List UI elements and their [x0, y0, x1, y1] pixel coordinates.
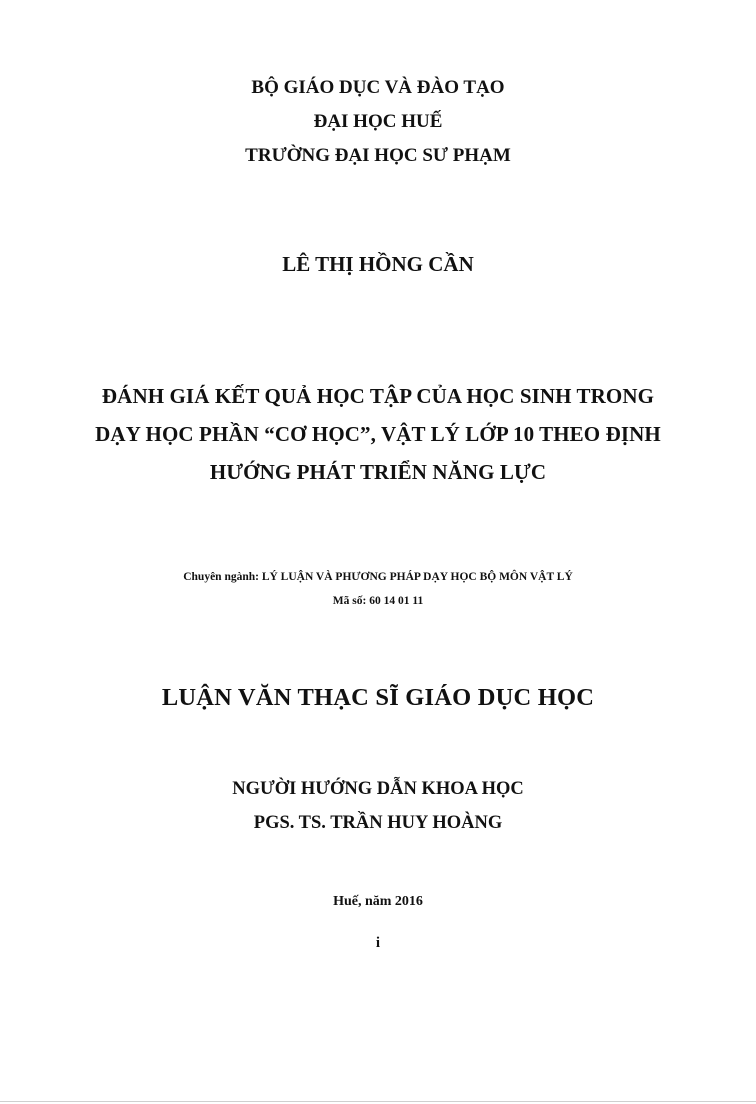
program-code: Mã số: 60 14 01 11 [332, 595, 424, 607]
thesis-title-line-3: HƯỚNG PHÁT TRIỂN NĂNG LỰC [209, 460, 547, 484]
advisor-name: PGS. TS. TRẦN HUY HOÀNG [253, 813, 503, 833]
university-heading: ĐẠI HỌC HUẾ [313, 111, 443, 132]
school-heading: TRƯỜNG ĐẠI HỌC SƯ PHẠM [245, 145, 511, 166]
thesis-title-line-1: ĐÁNH GIÁ KẾT QUẢ HỌC TẬP CỦA HỌC SINH TRONG [101, 384, 655, 408]
advisor-label: NGƯỜI HƯỚNG DẪN KHOA HỌC [232, 779, 524, 799]
thesis-title-line-2: DẠY HỌC PHẦN “CƠ HỌC”, VẬT LÝ LỚP 10 THEO ĐỊNH [95, 422, 661, 446]
page-number: i [375, 935, 381, 951]
specialization: Chuyên ngành: LÝ LUẬN VÀ PHƯƠNG PHÁP DẠY HỌC BỘ MÔN VẬT LÝ [183, 571, 573, 583]
thesis-type: LUẬN VĂN THẠC SĨ GIÁO DỤC HỌC [161, 684, 595, 711]
place-year: Huế, năm 2016 [333, 894, 423, 909]
author-name: LÊ THỊ HỒNG CẦN [282, 252, 474, 276]
bottom-edge-divider [0, 1101, 756, 1102]
ministry-heading: BỘ GIÁO DỤC VÀ ĐÀO TẠO [251, 77, 505, 98]
